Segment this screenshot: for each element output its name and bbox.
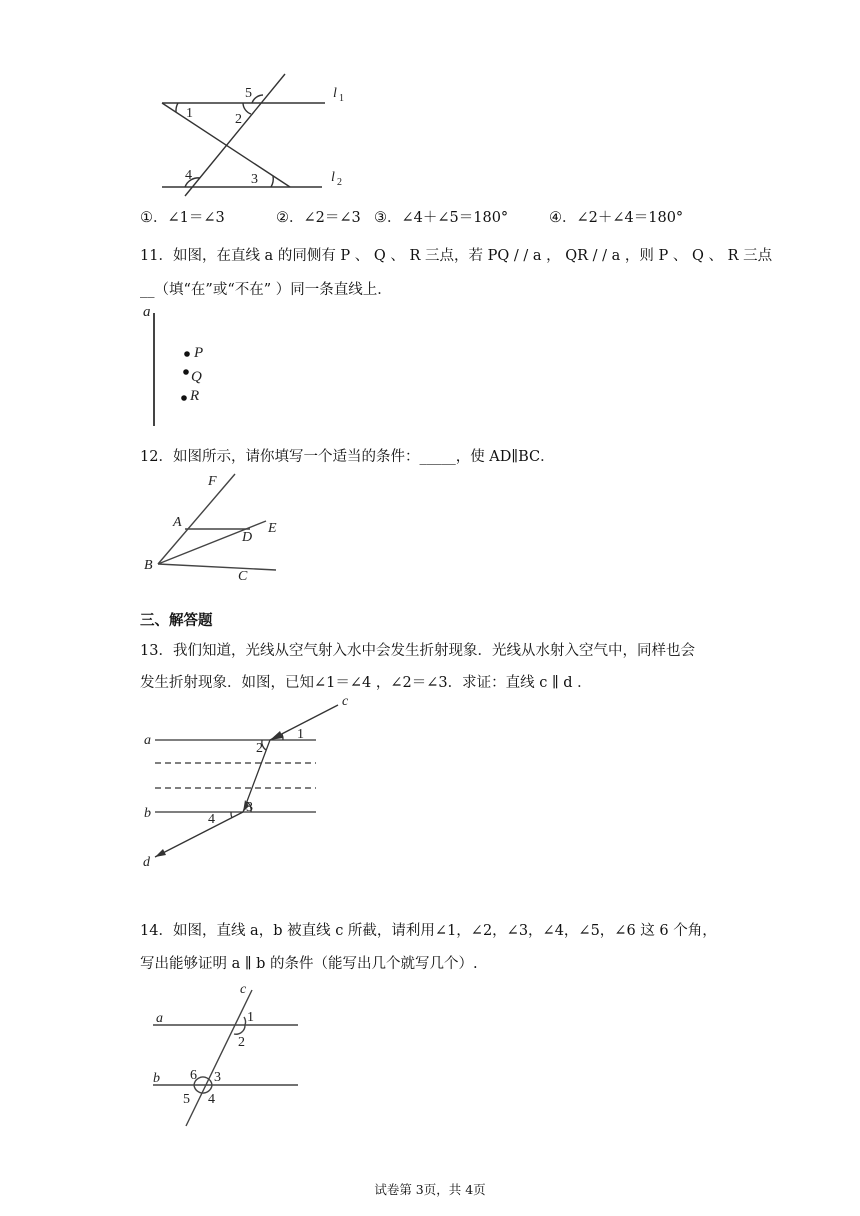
figure-q14 — [0, 975, 320, 1135]
option-1: ①．∠1＝∠3 — [140, 210, 225, 226]
point-q-label: Q — [191, 369, 202, 385]
angle-3-label: 3 — [214, 1070, 221, 1085]
line-l2-label: l — [331, 170, 335, 185]
line-c-label: c — [342, 694, 349, 709]
line-a-label: a — [143, 304, 151, 320]
point-c-label: C — [238, 569, 248, 584]
line-l2-subscript: 2 — [337, 177, 342, 188]
question-13-line-2: 发生折射现象．如图，已知∠1＝∠4 ，∠2＝∠3．求证：直线 c ∥ d ． — [140, 675, 592, 691]
point-b-label: B — [144, 558, 153, 573]
question-11-line-2: __（填“在”或“不在” ）同一条直线上． — [140, 282, 392, 298]
angle-1-label: 1 — [297, 727, 304, 742]
line-d-label: d — [143, 855, 150, 870]
line-c-label: c — [240, 982, 247, 997]
angle-3-label: 3 — [246, 800, 253, 815]
angle-2-label: 2 — [256, 741, 263, 756]
question-14-line-1: 14．如图，直线 a，b 被直线 c 所截，请利用∠1，∠2，∠3，∠4，∠5，∠6 这 6 个角， — [140, 923, 717, 939]
line-l1-label: l — [333, 86, 337, 101]
point-d-label: D — [242, 530, 253, 545]
angle-1-label: 1 — [186, 106, 193, 121]
page-footer: 试卷第 3页，共 4页 — [374, 1182, 486, 1197]
point-p-label: P — [194, 345, 204, 361]
angle-4-label: 4 — [208, 812, 215, 827]
figure-q11 — [0, 300, 300, 430]
angle-2-label: 2 — [235, 112, 242, 127]
point-e-label: E — [268, 521, 277, 536]
line-a-label: a — [156, 1011, 163, 1026]
angle-2-label: 2 — [238, 1035, 245, 1050]
option-4: ④．∠2＋∠4＝180° — [549, 210, 684, 226]
line-b-label: b — [144, 806, 151, 821]
angle-4-label: 4 — [208, 1092, 215, 1107]
question-11-line-1: 11．如图，在直线 a 的同侧有 P 、 Q 、 R 三点，若 PQ / / a ， QR / / a ，则 P 、 Q 、 R 三点 — [140, 248, 773, 264]
angle-5-label: 5 — [245, 86, 252, 101]
point-a-label: A — [173, 515, 182, 530]
line-l1-subscript: 1 — [339, 93, 344, 104]
question-12: 12．如图所示，请你填写一个适当的条件：_____，使 AD∥BC． — [140, 449, 555, 465]
figure-q10 — [0, 0, 860, 200]
angle-5-label: 5 — [183, 1092, 190, 1107]
angle-4-label: 4 — [185, 168, 192, 183]
line-b-label: b — [153, 1071, 160, 1086]
option-3: ③．∠4＋∠5＝180° — [374, 210, 509, 226]
figure-q13 — [0, 690, 360, 880]
option-2: ②．∠2＝∠3 — [276, 210, 361, 226]
line-a-label: a — [144, 733, 151, 748]
figure-q12 — [0, 465, 300, 585]
angle-1-label: 1 — [247, 1010, 254, 1025]
point-f-label: F — [208, 474, 217, 489]
angle-6-label: 6 — [190, 1068, 197, 1083]
section-title: 三、解答题 — [140, 613, 213, 629]
question-14-line-2: 写出能够证明 a ∥ b 的条件（能写出几个就写几个）. — [140, 956, 478, 972]
angle-3-label: 3 — [251, 172, 258, 187]
point-r-label: R — [190, 388, 200, 404]
question-13-line-1: 13．我们知道，光线从空气射入水中会发生折射现象．光线从水射入空气中，同样也会 — [140, 643, 695, 659]
